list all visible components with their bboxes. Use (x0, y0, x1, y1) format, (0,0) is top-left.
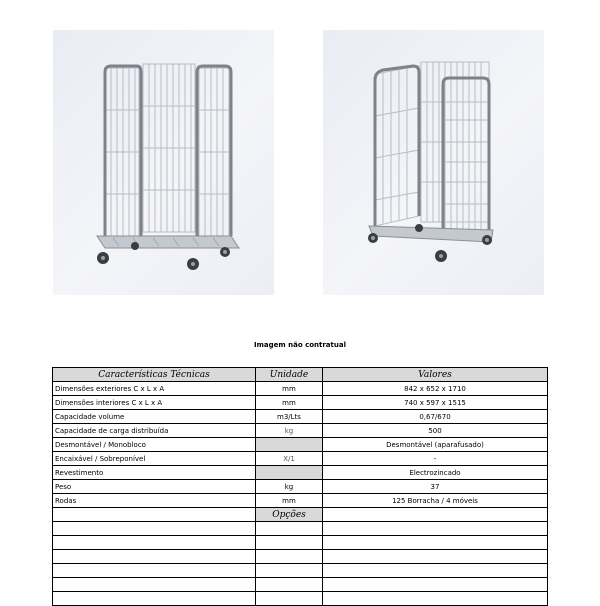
option-cell (323, 564, 548, 578)
spec-unit: mm (256, 396, 323, 410)
table-row (53, 494, 548, 508)
option-row (53, 536, 548, 550)
spec-feature: Encaixável / Sobreponível (53, 452, 256, 466)
options-header: Opções (256, 508, 323, 522)
options-header-blank (323, 508, 548, 522)
spec-value: 0,67/670 (323, 410, 548, 424)
roll-container-front-illustration (53, 30, 274, 295)
option-cell (256, 522, 323, 536)
table-row (53, 396, 548, 410)
spec-unit (256, 466, 323, 480)
spec-unit: m3/Lts (256, 410, 323, 424)
spec-unit: mm (256, 382, 323, 396)
spec-value: 740 x 597 x 1515 (323, 396, 548, 410)
table-row (53, 424, 548, 438)
spec-unit: X/1 (256, 452, 323, 466)
table-row (53, 438, 548, 452)
spec-value: 125 Borracha / 4 móveis (323, 494, 548, 508)
spec-unit: kg (256, 480, 323, 494)
spec-value: 842 x 652 x 1710 (323, 382, 548, 396)
spec-value: Desmontável (aparafusado) (323, 438, 548, 452)
option-cell (53, 592, 256, 606)
option-row (53, 592, 548, 606)
spec-feature: Peso (53, 480, 256, 494)
spec-value: Electrozincado (323, 466, 548, 480)
option-cell (53, 578, 256, 592)
header-value: Valores (323, 368, 548, 382)
option-cell (256, 578, 323, 592)
option-cell (256, 536, 323, 550)
option-cell (323, 578, 548, 592)
spec-unit (256, 438, 323, 452)
spec-feature: Capacidade de carga distribuída (53, 424, 256, 438)
table-row (53, 466, 548, 480)
product-image-front (53, 30, 274, 295)
table-row (53, 480, 548, 494)
option-row (53, 578, 548, 592)
option-row (53, 522, 548, 536)
option-cell (323, 550, 548, 564)
option-row (53, 550, 548, 564)
spec-feature: Rodas (53, 494, 256, 508)
spec-value: 37 (323, 480, 548, 494)
options-header-blank (53, 508, 256, 522)
spec-unit: mm (256, 494, 323, 508)
option-cell (323, 522, 548, 536)
option-cell (53, 536, 256, 550)
spec-value: - (323, 452, 548, 466)
table-row (53, 410, 548, 424)
spec-feature: Dimensões interiores C x L x A (53, 396, 256, 410)
option-cell (53, 564, 256, 578)
spec-unit: kg (256, 424, 323, 438)
spec-feature: Dimensões exteriores C x L x A (53, 382, 256, 396)
option-cell (323, 536, 548, 550)
technical-specifications-table (52, 367, 548, 606)
table-header-row (53, 368, 548, 382)
spec-feature: Revestimento (53, 466, 256, 480)
header-feature: Características Técnicas (53, 368, 256, 382)
option-row (53, 564, 548, 578)
spec-feature: Capacidade volume (53, 410, 256, 424)
table-row (53, 382, 548, 396)
spec-value: 500 (323, 424, 548, 438)
table-row (53, 452, 548, 466)
header-unit: Unidade (256, 368, 323, 382)
option-cell (323, 592, 548, 606)
option-cell (256, 550, 323, 564)
roll-container-angled-illustration (323, 30, 544, 295)
option-cell (256, 564, 323, 578)
product-image-angled (323, 30, 544, 295)
option-cell (256, 592, 323, 606)
option-cell (53, 522, 256, 536)
option-cell (53, 550, 256, 564)
options-header-row (53, 508, 548, 522)
spec-feature: Desmontável / Monobloco (53, 438, 256, 452)
image-disclaimer-caption: Imagem não contratual (254, 341, 346, 349)
